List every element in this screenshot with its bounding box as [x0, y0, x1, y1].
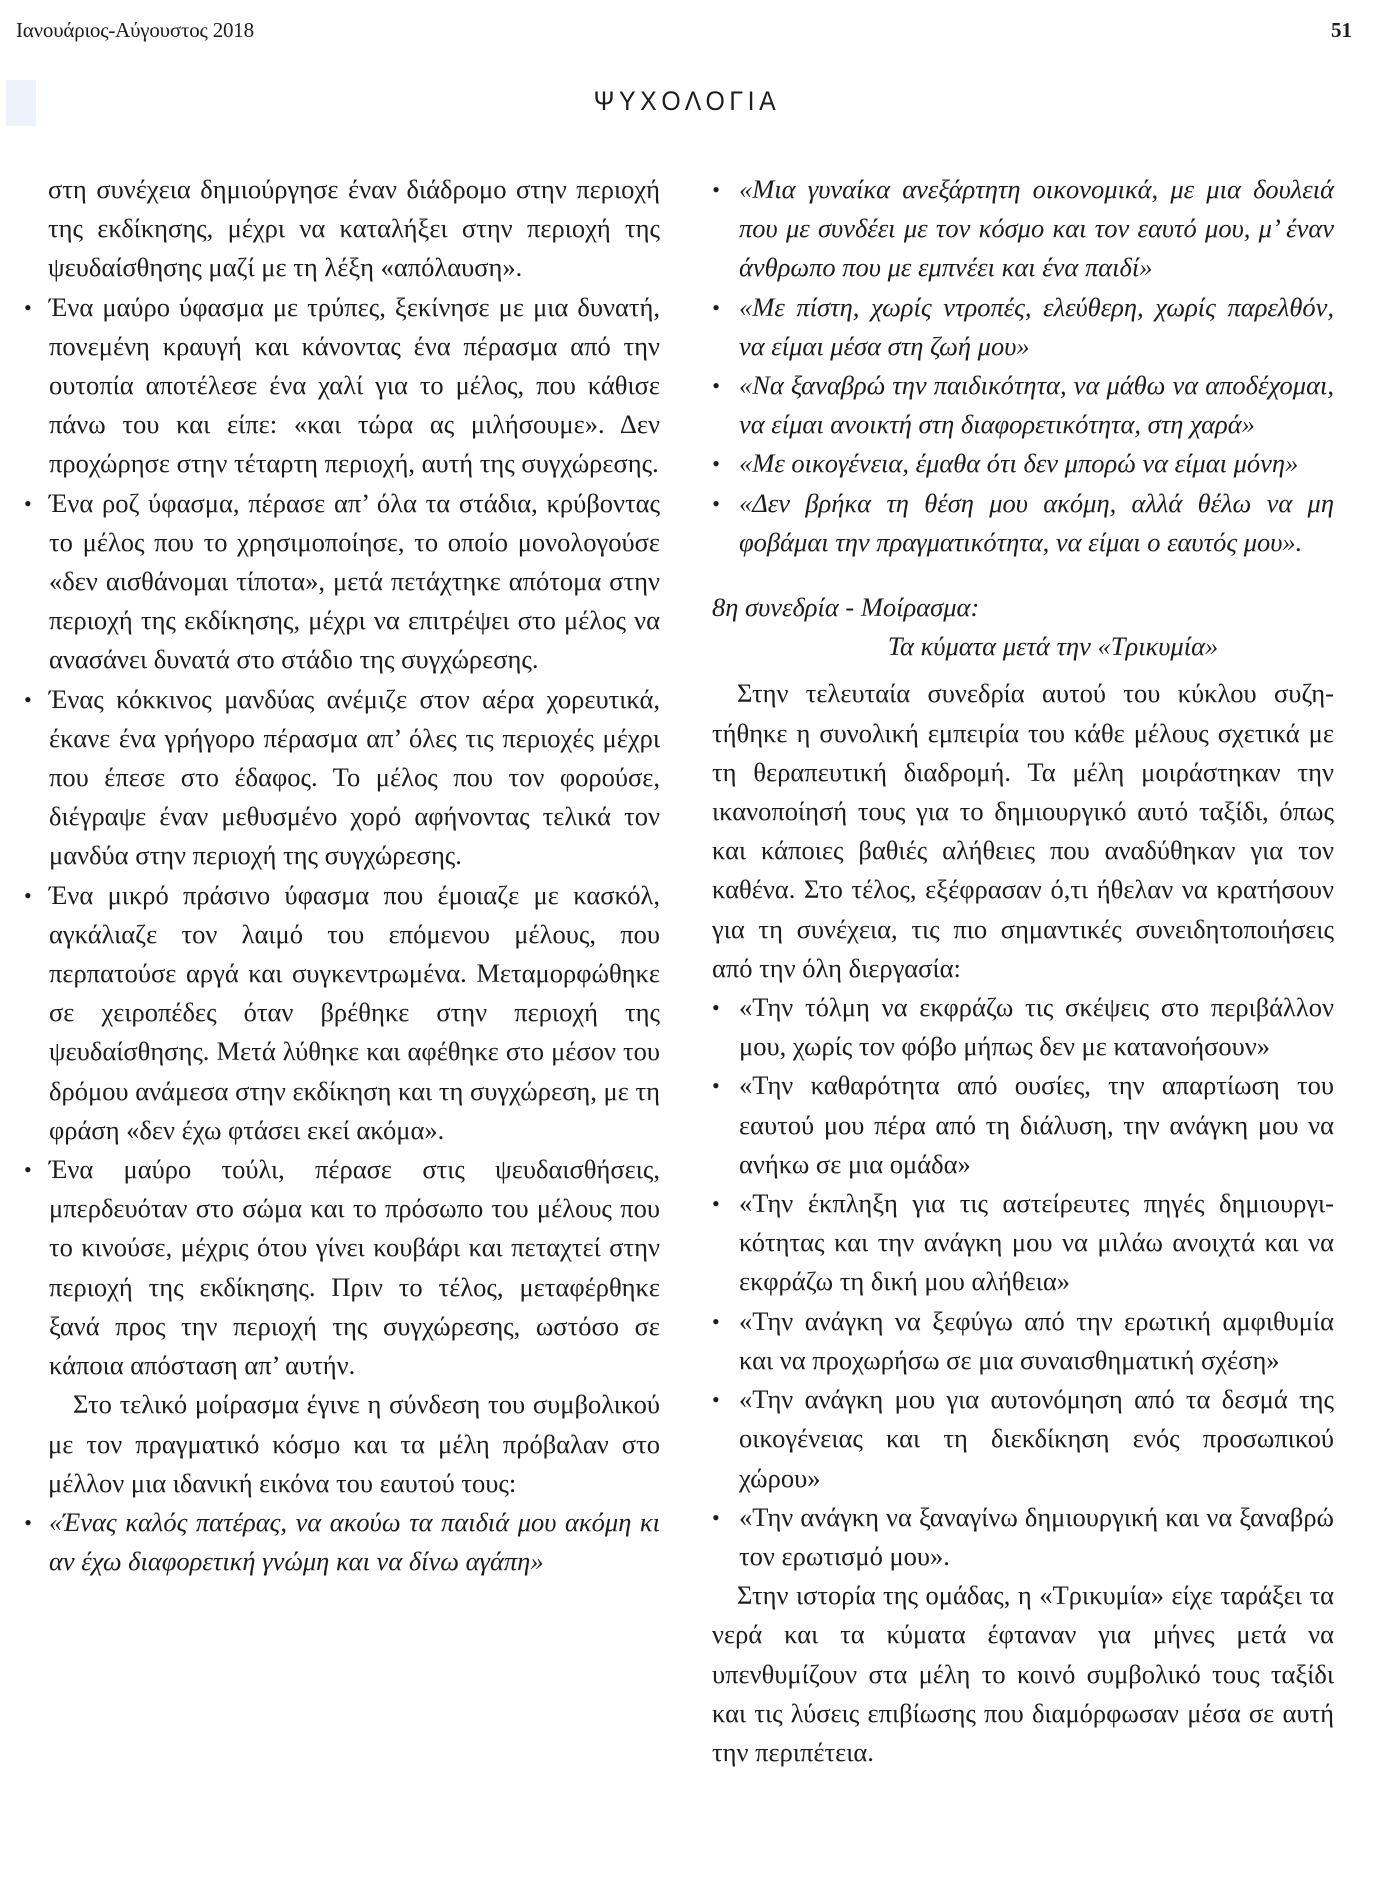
subheading-line-2: Τα κύματα μετά την «Τρικυμία»: [887, 631, 1219, 662]
quote-item: • «Μια γυναίκα ανεξάρτητη οικονομικά, με μια δουλειά που με συνδέει με τον κόσμο και τον εαυτό μου, μ’ έναν άνθρωπο που με εμπνέει και ένα παιδί»: [712, 170, 1334, 288]
page-number: 51: [1331, 18, 1352, 42]
left-column: [24, 170, 660, 1581]
bullet-icon: •: [24, 882, 32, 908]
list-item: • Ένα ροζ ύφασμα, πέρασε απ’ όλα τα στάδια, κρύβοντας το μέλος που το χρησιμοποίησε, το οποίο μονολογούσε «δεν αισθάνομαι τίποτα», μετά πετάχτηκε απότομα στην περιοχή της εκδίκησης, μέχρι να επιτρέψει στο μέλος να ανασάνει δυνατά στο στάδιο της συγχώρεσης.: [22, 484, 660, 680]
section-title: ΨΥΧΟΛΟΓΙΑ: [593, 86, 781, 116]
list-item: • «Την ανάγκη να ξεφύγω από την ερωτική αμφιθυμία και να προχωρήσω σε μια συναισθηματική σχέση»: [712, 1302, 1334, 1380]
bullet-icon: •: [712, 1308, 720, 1334]
scan-corner-mark: [6, 80, 36, 126]
bullet-icon: •: [712, 490, 720, 516]
list-item: • Ένα μικρό πράσινο ύφασμα που έμοιαζε με κασκόλ, αγκάλιαζε τον λαιμό του επόμενου μέλους, που περπατούσε αργά και συγκεντρωμένα. Μεταμορφώθηκε σε χειροπέδες όταν βρέθηκε στην περιοχή της ψευδαίσθησης. Μετά λύθηκε και αφέθηκε στο μέσον του δρόμου ανάμεσα στην εκδίκηση και τη συγχώρεση, με τη φράση «δεν έχω φτάσει εκεί ακόμα».: [22, 876, 660, 1150]
bullet-icon: •: [712, 995, 720, 1021]
future-image-list-continued: [712, 170, 1334, 562]
fabric-description-list: [24, 288, 660, 1386]
bullet-icon: •: [712, 1073, 720, 1099]
session-paragraph: Στην τελευταία συνεδρία αυτού του κύκλου συζητήθηκε η συνολική εμπειρία του κάθε μέλους σχετικά με τη θεραπευτική διαδρομή. Τα μέλη μοιράστηκαν την ικανοποίησή τους για το δημιουργικό αυτό ταξίδι, όπως και κάποιες βαθιές αλήθειες που αναδύθηκαν για τον καθένα. Στο τέλος, εξέφρασαν ό,τι ήθελαν να κρατήσουν για τη συνέχεια, τις πιο σημαντικές συνειδητοποιήσεις από την όλη διεργασία:: [712, 678, 1334, 983]
bullet-icon: •: [712, 294, 720, 320]
intro-paragraph: στη συνέχεια δημιούργησε έναν διάδρομο στην περιοχή της εκδίκησης, μέχρι να καταλήξει στην περιοχή της ψευδαίσθησης μαζί με τη λέξη «απόλαυση».: [48, 174, 660, 283]
list-item: • «Την καθαρότητα από ουσίες, την απαρτίωση του εαυτού μου πέρα από τη διάλυση, την ανάγκη μου να ανήκω σε μια ομάδα»: [712, 1066, 1334, 1184]
running-head: Ιανουάριος-Αύγουστος 2018: [16, 18, 254, 42]
list-item: • «Την έκπληξη για τις αστείρευτες πηγές δημιουργικότητας και την ανάγκη μου να μιλάω ανοιχτά και να εκφράζω τη δική μου αλήθεια»: [712, 1184, 1334, 1302]
bullet-icon: •: [712, 451, 720, 477]
quote-item: • «Ένας καλός πατέρας, να ακούω τα παιδιά μου ακόμη κι αν έχω διαφορετική γνώμη και να δίνω αγάπη»: [22, 1503, 660, 1581]
bullet-icon: •: [712, 1504, 720, 1530]
future-image-list: [24, 1503, 660, 1581]
list-item: • «Την τόλμη να εκφράζω τις σκέψεις στο περιβάλλον μου, χωρίς τον φόβο μήπως δεν με κατανοήσουν»: [712, 988, 1334, 1066]
list-item: • «Την ανάγκη μου για αυτονόμηση από τα δεσμά της οικογένειας και τη διεκδίκηση ενός προσωπικού χώρου»: [712, 1380, 1334, 1498]
bullet-icon: •: [712, 1387, 720, 1413]
quote-item: • «Να ξαναβρώ την παιδικότητα, να μάθω να αποδέχομαι, να είμαι ανοικτή στη διαφορετικότητα, στη χαρά»: [712, 366, 1334, 444]
bullet-icon: •: [24, 686, 32, 712]
bullet-icon: •: [24, 1509, 32, 1535]
list-item: • Ένα μαύρο τούλι, πέρασε στις ψευδαισθήσεις, μπερδευόταν στο σώμα και το πρόσωπο του μέλους που το κινούσε, μέχρις ότου γίνει κουβάρι και πεταχτεί στην περιοχή της εκδίκησης. Πριν το τέλος, μεταφέρθηκε ξανά προς την περιοχή της συγχώρεσης, ωστόσο σε κάποια απόσταση απ’ αυτήν.: [22, 1150, 660, 1385]
realization-list: [712, 988, 1334, 1576]
quote-item: • «Με πίστη, χωρίς ντροπές, ελεύθερη, χωρίς παρελθόν, να είμαι μέσα στη ζωή μου»: [712, 288, 1334, 366]
closing-paragraph: Στην ιστορία της ομάδας, η «Τρικυμία» είχε ταράξει τα νερά και τα κύματα έφταναν για μήνες μετά να υπενθυμίζουν στα μέλη το κοινό συμβολικό τους ταξίδι και τις λύσεις επιβίωσης που διαμόρφωσαν μέσα σε αυτή την περιπέτεια.: [712, 1580, 1334, 1767]
bullet-icon: •: [712, 1191, 720, 1217]
bullet-icon: •: [24, 1157, 32, 1183]
closing-paragraph: Στο τελικό μοίρασμα έγινε η σύνδεση του συμβολικού με τον πραγματικό κόσμο και τα μέλη πρόβαλαν στο μέλλον μια ιδανική εικόνα του εαυτού τους:: [48, 1389, 660, 1498]
bullet-icon: •: [712, 373, 720, 399]
quote-item: • «Δεν βρήκα τη θέση μου ακόμη, αλλά θέλω να μη φοβάμαι την πραγματικότητα, να είμαι ο εαυτός μου».: [712, 484, 1334, 562]
bullet-icon: •: [24, 294, 32, 320]
session-subheading: [712, 588, 1334, 666]
bullet-icon: •: [712, 177, 720, 202]
right-column: [712, 170, 1334, 1772]
bullet-icon: •: [24, 490, 32, 516]
list-item: • Ένα μαύρο ύφασμα με τρύπες, ξεκίνησε με μια δυνατή, πονεμένη κραυγή και κάνοντας ένα πέρασμα από την ουτοπία αποτέλεσε ένα χαλί για το μέλος, που κάθισε πάνω του και είπε: «και τώρα ας μιλήσουμε». Δεν προχώρησε στην τέταρτη περιοχή, αυτή της συγχώρεσης.: [22, 288, 660, 484]
list-item: • «Την ανάγκη να ξαναγίνω δημιουργική και να ξαναβρώ τον ερωτισμό μου».: [712, 1498, 1334, 1576]
list-item: • Ένας κόκκινος μανδύας ανέμιζε στον αέρα χορευτικά, έκανε ένα γρήγορο πέρασμα απ’ όλες τις περιοχές μέχρι που έπεσε στο έδαφος. Το μέλος που τον φορούσε, διέγραψε έναν μεθυσμένο χορό αφήνοντας τελικά τον μανδύα στην περιοχή της συγχώρεσης.: [22, 680, 660, 876]
subheading-line-1: 8η συνεδρία - Μοίρασμα:: [712, 592, 980, 623]
quote-item: • «Με οικογένεια, έμαθα ότι δεν μπορώ να είμαι μόνη»: [712, 444, 1334, 483]
